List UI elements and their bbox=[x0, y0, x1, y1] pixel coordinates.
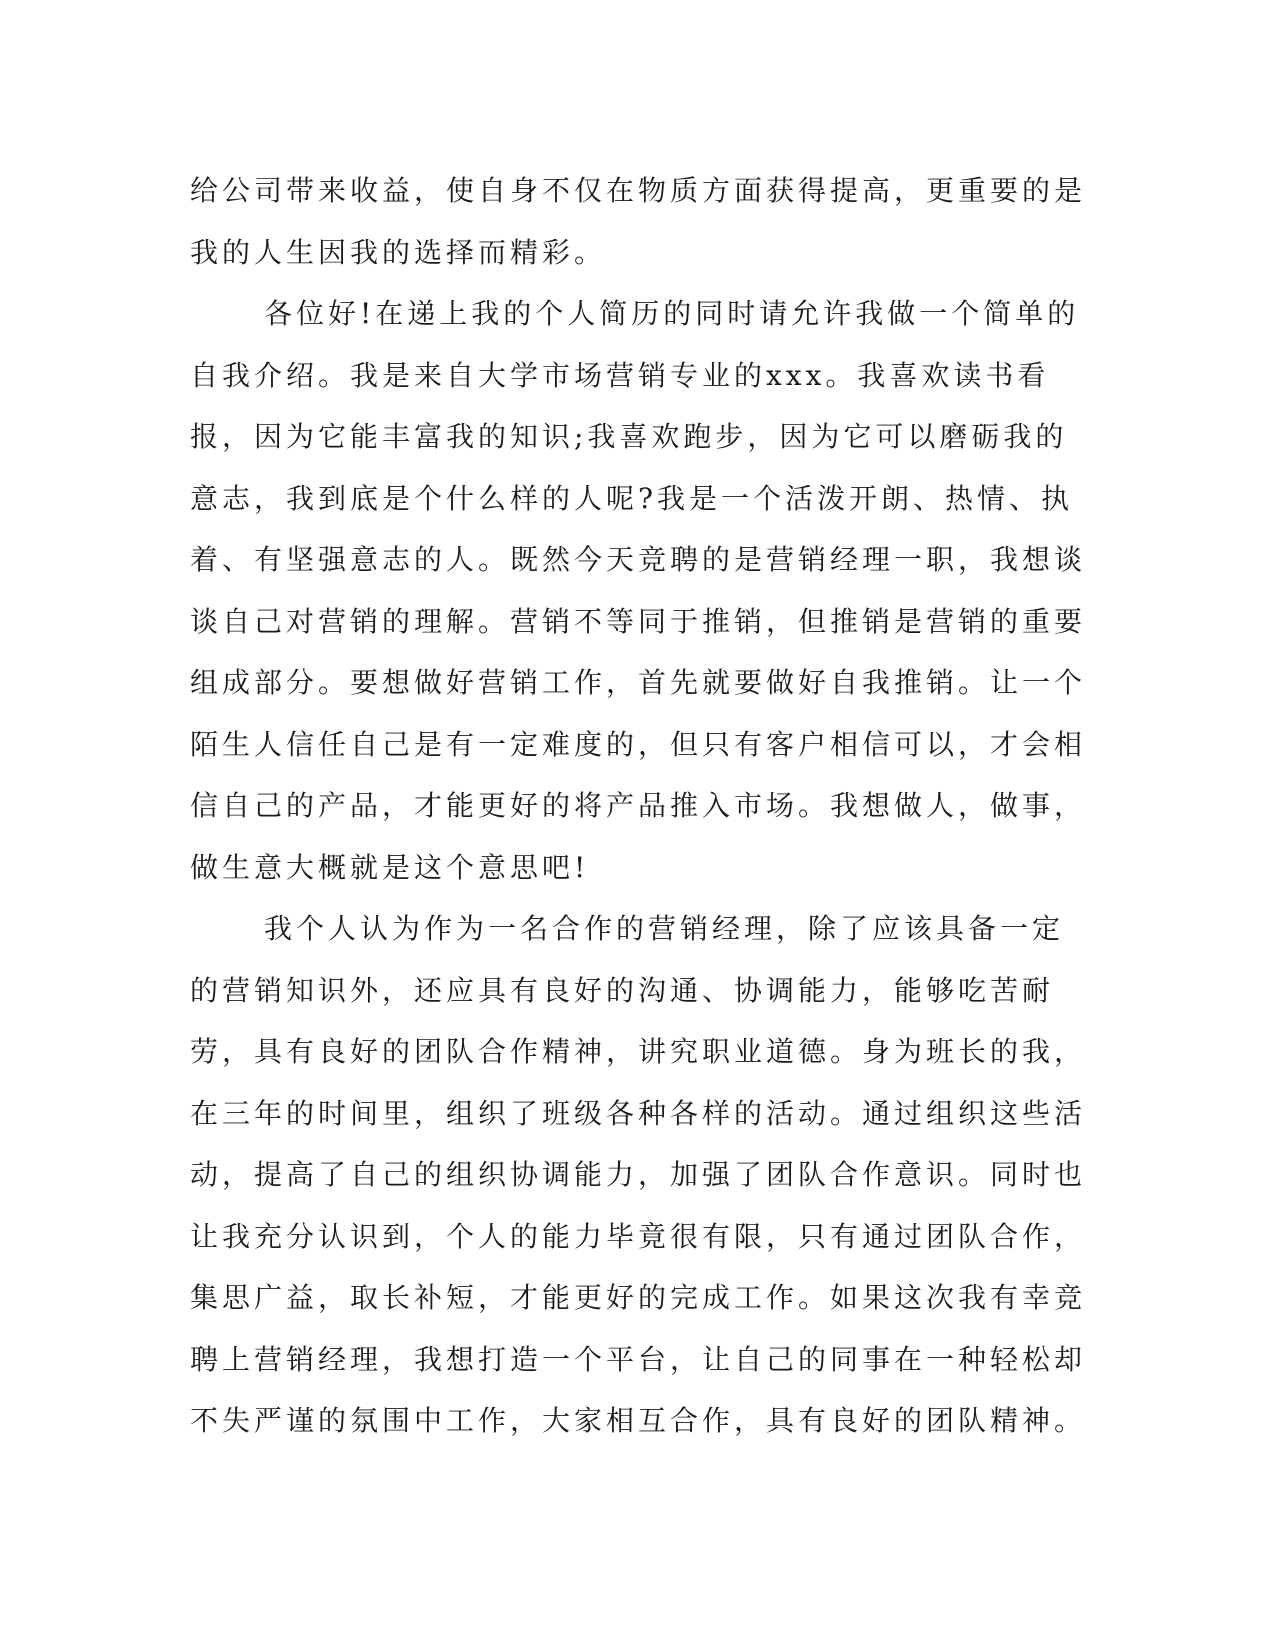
paragraph-3: 我个人认为作为一名合作的营销经理，除了应该具备一定的营销知识外，还应具有良好的沟通、协调能力，能够吃苦耐劳，具有良好的团队合作精神，讲究职业道德。身为班长的我，在三年的时间里，组织了班级各种各样的活动。通过组织这些活动，提高了自己的组织协调能力，加强了团队合作意识。同时也让我充分认识到，个人的能力毕竟很有限，只有通过团队合作，集思广益，取长补短，才能更好的完成工作。如果这次我有幸竞聘上营销经理，我想打造一个平台，让自己的同事在一种轻松却不失严谨的氛围中工作，大家相互合作，具有良好的团队精神。 bbox=[190, 912, 1087, 1437]
body-text bbox=[190, 160, 1090, 1452]
paragraph-1: 给公司带来收益，使自身不仅在物质方面获得提高，更重要的是我的人生因我的选择而精彩。 bbox=[190, 174, 1087, 269]
paragraph-2: 各位好!在递上我的个人简历的同时请允许我做一个简单的自我介绍。我是来自大学市场营销专业的xxx。我喜欢读书看报，因为它能丰富我的知识;我喜欢跑步，因为它可以磨砺我的意志，我到底是个什么样的人呢?我是一个活泼开朗、热情、执着、有坚强意志的人。既然今天竞聘的是营销经理一职，我想谈谈自己对营销的理解。营销不等同于推销，但推销是营销的重要组成部分。要想做好营销工作，首先就要做好自我推销。让一个陌生人信任自己是有一定难度的，但只有客户相信可以，才会相信自己的产品，才能更好的将产品推入市场。我想做人，做事，做生意大概就是这个意思吧! bbox=[190, 297, 1087, 884]
